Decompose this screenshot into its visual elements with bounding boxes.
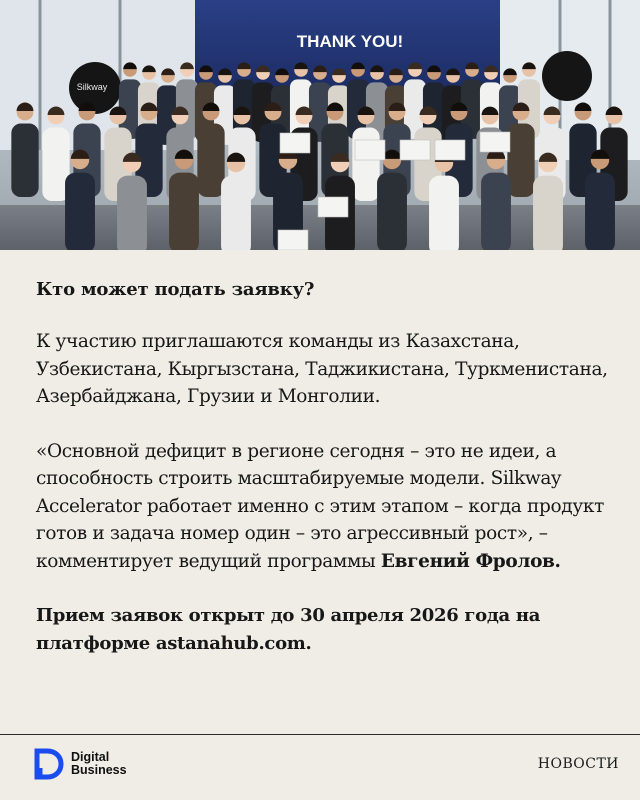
banner-text: THANK YOU! xyxy=(296,32,404,51)
article-body xyxy=(36,276,608,657)
quote-paragraph xyxy=(36,438,608,576)
section-label[interactable]: НОВОСТИ xyxy=(537,756,619,772)
person-figure xyxy=(377,173,407,250)
person-figure xyxy=(352,128,379,202)
certificate xyxy=(400,140,430,160)
person-figure xyxy=(507,124,534,198)
person-figure xyxy=(221,176,251,250)
digital-business-logo[interactable] xyxy=(34,748,127,780)
article-heading: Кто может подать заявку? xyxy=(36,279,315,300)
deadline-announcement: Прием заявок открыт до 30 апреля 2026 года на платформе astanahub.com. xyxy=(36,605,541,654)
person-figure xyxy=(533,176,563,250)
logo-line-2: Business xyxy=(71,763,127,777)
person-figure xyxy=(429,176,459,250)
person-figure xyxy=(11,124,38,198)
logo-line-1: Digital xyxy=(71,750,110,764)
person-figure xyxy=(117,176,147,250)
certificate xyxy=(435,140,465,160)
person-figure xyxy=(197,124,224,198)
certificate xyxy=(318,197,348,217)
certificate xyxy=(280,133,310,153)
person-figure xyxy=(585,173,615,250)
certificate xyxy=(278,230,308,250)
person-figure xyxy=(481,173,511,250)
balloon-text: Silkway xyxy=(76,82,108,92)
quote-text: «Основной дефицит в регионе сегодня – это не идеи, а способность строить масштабируемые модели. Silkway Accelerator работает именно с этим этапом – когда продукт готов и задача номер один – это агрессивный рост», – комментирует ведущий программы xyxy=(36,440,604,572)
person-figure xyxy=(169,173,199,250)
person-figure xyxy=(65,173,95,250)
footer xyxy=(0,735,640,800)
participants-paragraph: К участию приглашаются команды из Казахстана, Узбекистана, Кыргызстана, Таджикистана, Туркменистана, Азербайджана, Грузии и Монголии. xyxy=(36,331,608,407)
logo-mark-icon xyxy=(34,748,64,780)
certificate xyxy=(355,140,385,160)
certificate xyxy=(480,132,510,152)
quote-author: Евгений Фролов. xyxy=(380,550,561,572)
group-photo xyxy=(0,0,640,250)
